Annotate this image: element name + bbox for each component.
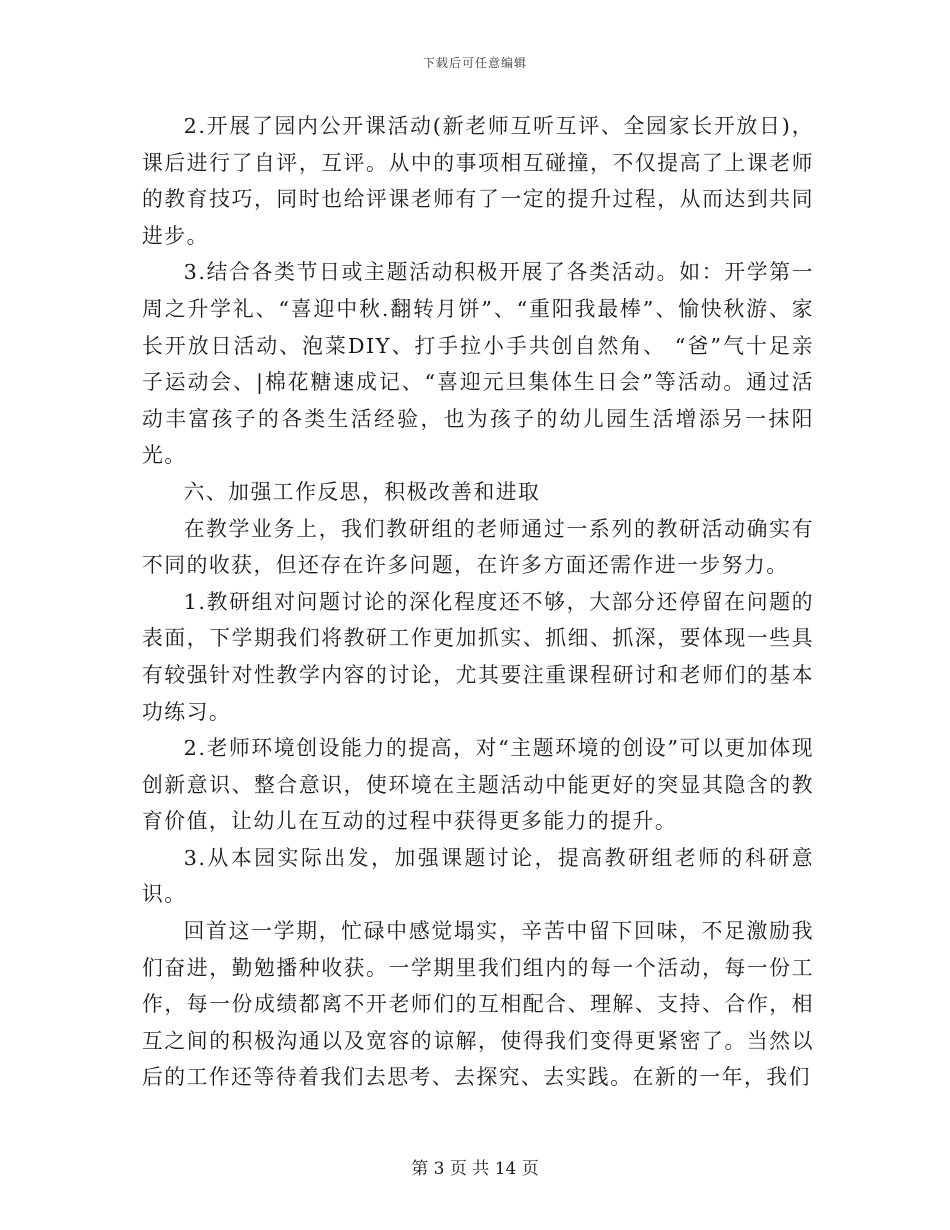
paragraph-open-class: 2.开展了园内公开课活动(新老师互听互评、全园家长开放日)，课后进行了自评，互评。从中的事项相互碰撞，不仅提高了上课老师的教育技巧，同时也给评课老师有了一定的提升过程，从而达到共同进步。 (142, 114, 814, 248)
paragraph-summary: 回首这一学期，忙碌中感觉塌实，辛苦中留下回味，不足激励我们奋进，勤勉播种收获。一学期里我们组内的每一个活动，每一份工作，每一份成绩都离不开老师们的互相配合、理解、支持、合作，相互之间的积极沟通以及宽容的谅解，使得我们变得更紧密了。当然以后的工作还等待着我们去思考、去探究、去实践。在新的一年，我们 (142, 919, 814, 1090)
paragraph-point-3: 3.从本园实际出发，加强课题讨论，提高教研组老师的科研意识。 (142, 845, 814, 907)
document-body (142, 108, 814, 1096)
page-number (0, 1154, 950, 1179)
paragraph-festival-activities: 3.结合各类节日或主题活动积极开展了各类活动。如：开学第一周之升学礼、“喜迎中秋.翻转月饼”、“重阳我最棒”、愉快秋游、家长开放日活动、泡菜DIY、打手拉小手共创自然角、 “爸”气十足亲子运动会、|棉花糖速成记、“喜迎元旦集体生日会”等活动。通过活动丰富孩子的各类生活经验，也为孩子的幼儿园生活增添另一抹阳光。 (142, 260, 814, 468)
paragraph-point-1: 1.教研组对问题讨论的深化程度还不够，大部分还停留在问题的表面，下学期我们将教研工作更加抓实、抓细、抓深，要体现一些具有较强针对性教学内容的讨论，尤其要注重课程研讨和老师们的基本功练习。 (142, 589, 814, 724)
paragraph-teaching-business: 在教学业务上，我们教研组的老师通过一系列的教研活动确实有不同的收获，但还存在许多问题，在许多方面还需作进一步努力。 (142, 516, 814, 578)
section-heading-reflection: 六、加强工作反思，积极改善和进取 (183, 479, 541, 504)
page-header-note: 下载后可任意编辑 (422, 56, 527, 70)
paragraph-point-2: 2.老师环境创设能力的提高，对“主题环境的创设”可以更加体现创新意识、整合意识，使环境在主题活动中能更好的突显其隐含的教育价值，让幼儿在互动的过程中获得更多能力的提升。 (142, 736, 814, 834)
page-number-label: 第 3 页 共 14 页 (411, 1159, 539, 1179)
